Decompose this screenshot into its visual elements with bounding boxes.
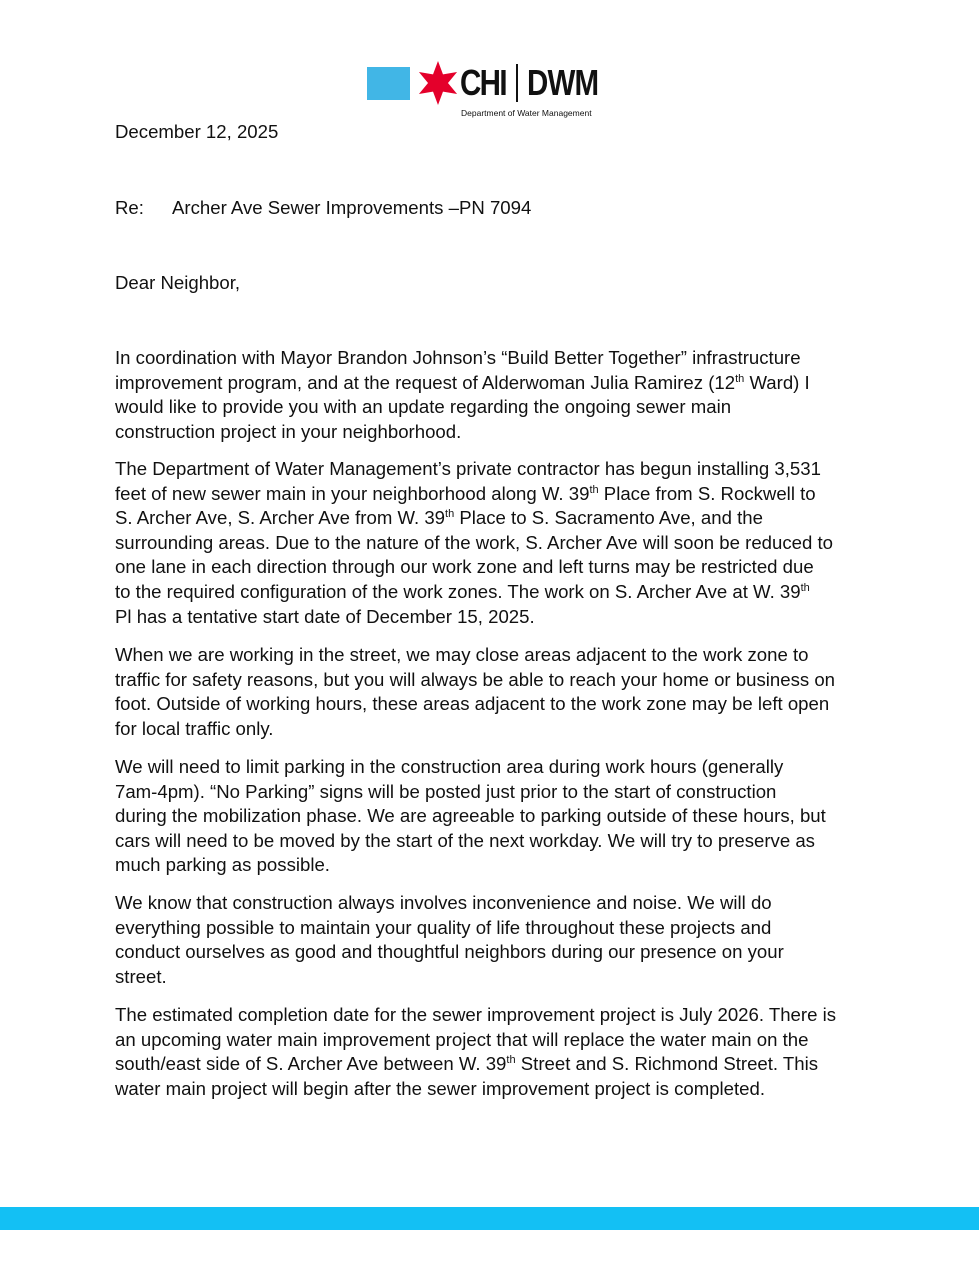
salutation: Dear Neighbor,	[115, 272, 241, 293]
logo-chi-text: CHI	[460, 62, 506, 103]
text-line: during the mobilization phase. We are agreeable to parking outside of these hours, but	[115, 805, 826, 827]
text-line: street.	[115, 965, 167, 987]
text-line: much parking as possible.	[115, 854, 330, 876]
text-line: would like to provide you with an update regarding the ongoing sewer main	[115, 396, 732, 418]
logo-divider	[516, 64, 518, 102]
logo-subtitle: Department of Water Management	[461, 108, 592, 118]
text-line: construction project in your neighborhood.	[115, 420, 462, 442]
paragraph-contractor-work	[115, 457, 875, 629]
footer-color-bar	[0, 1207, 979, 1230]
text-line: to the required configuration of the work zones. The work on S. Archer Ave at W. 39th	[115, 580, 810, 602]
text-line: foot. Outside of working hours, these areas adjacent to the work zone may be left open	[115, 693, 830, 715]
text-line: The Department of Water Management’s private contractor has begun installing 3,531	[115, 458, 821, 479]
text-line: an upcoming water main improvement project that will replace the water main on the	[115, 1028, 809, 1050]
text-line: south/east side of S. Archer Ave between W. 39th Street and S. Richmond Street. This	[115, 1053, 819, 1075]
text-line: feet of new sewer main in your neighborhood along W. 39th Place from S. Rockwell to	[115, 482, 816, 504]
re-label: Re:	[115, 197, 144, 218]
paragraph-parking	[115, 755, 875, 878]
text-line: improvement program, and at the request of Alderwoman Julia Ramirez (12th Ward) I	[115, 371, 810, 393]
text-line: S. Archer Ave, S. Archer Ave from W. 39th Place to S. Sacramento Ave, and the	[115, 507, 763, 529]
text-line: In coordination with Mayor Brandon Johnson’s “Build Better Together” infrastructure	[115, 347, 801, 368]
text-line: We know that construction always involves inconvenience and noise. We will do	[115, 892, 772, 913]
logo-blue-box	[367, 67, 410, 100]
text-line: water main project will begin after the sewer improvement project is completed.	[115, 1077, 766, 1099]
text-line: 7am-4pm). “No Parking” signs will be posted just prior to the start of construction	[115, 780, 777, 802]
text-line: for local traffic only.	[115, 717, 274, 739]
six-pointed-star-icon	[415, 59, 461, 107]
text-line: surrounding areas. Due to the nature of the work, S. Archer Ave will soon be reduced to	[115, 531, 834, 553]
text-line: traffic for safety reasons, but you will always be able to reach your home or business on	[115, 668, 836, 690]
letter-date: December 12, 2025	[115, 121, 279, 142]
paragraph-completion	[115, 1003, 875, 1101]
paragraph-intro	[115, 346, 875, 444]
text-line: one lane in each direction through our work zone and left turns may be restricted due	[115, 556, 814, 578]
re-subject: Archer Ave Sewer Improvements –PN 7094	[172, 197, 532, 218]
text-line: We will need to limit parking in the construction area during work hours (generally	[115, 756, 784, 777]
logo-dwm-text: DWM	[527, 62, 599, 103]
paragraph-inconvenience	[115, 891, 875, 989]
text-line: everything possible to maintain your quality of life throughout these projects and	[115, 916, 772, 938]
text-line: When we are working in the street, we may close areas adjacent to the work zone to	[115, 644, 809, 665]
text-line: cars will need to be moved by the start of the next workday. We will try to preserve as	[115, 829, 815, 851]
dwm-logo	[366, 58, 611, 122]
text-line: The estimated completion date for the sewer improvement project is July 2026. There is	[115, 1004, 837, 1025]
text-line: Pl has a tentative start date of December 15, 2025.	[115, 605, 535, 627]
paragraph-street-closures	[115, 643, 875, 741]
text-line: conduct ourselves as good and thoughtful neighbors during our presence on your	[115, 941, 784, 963]
